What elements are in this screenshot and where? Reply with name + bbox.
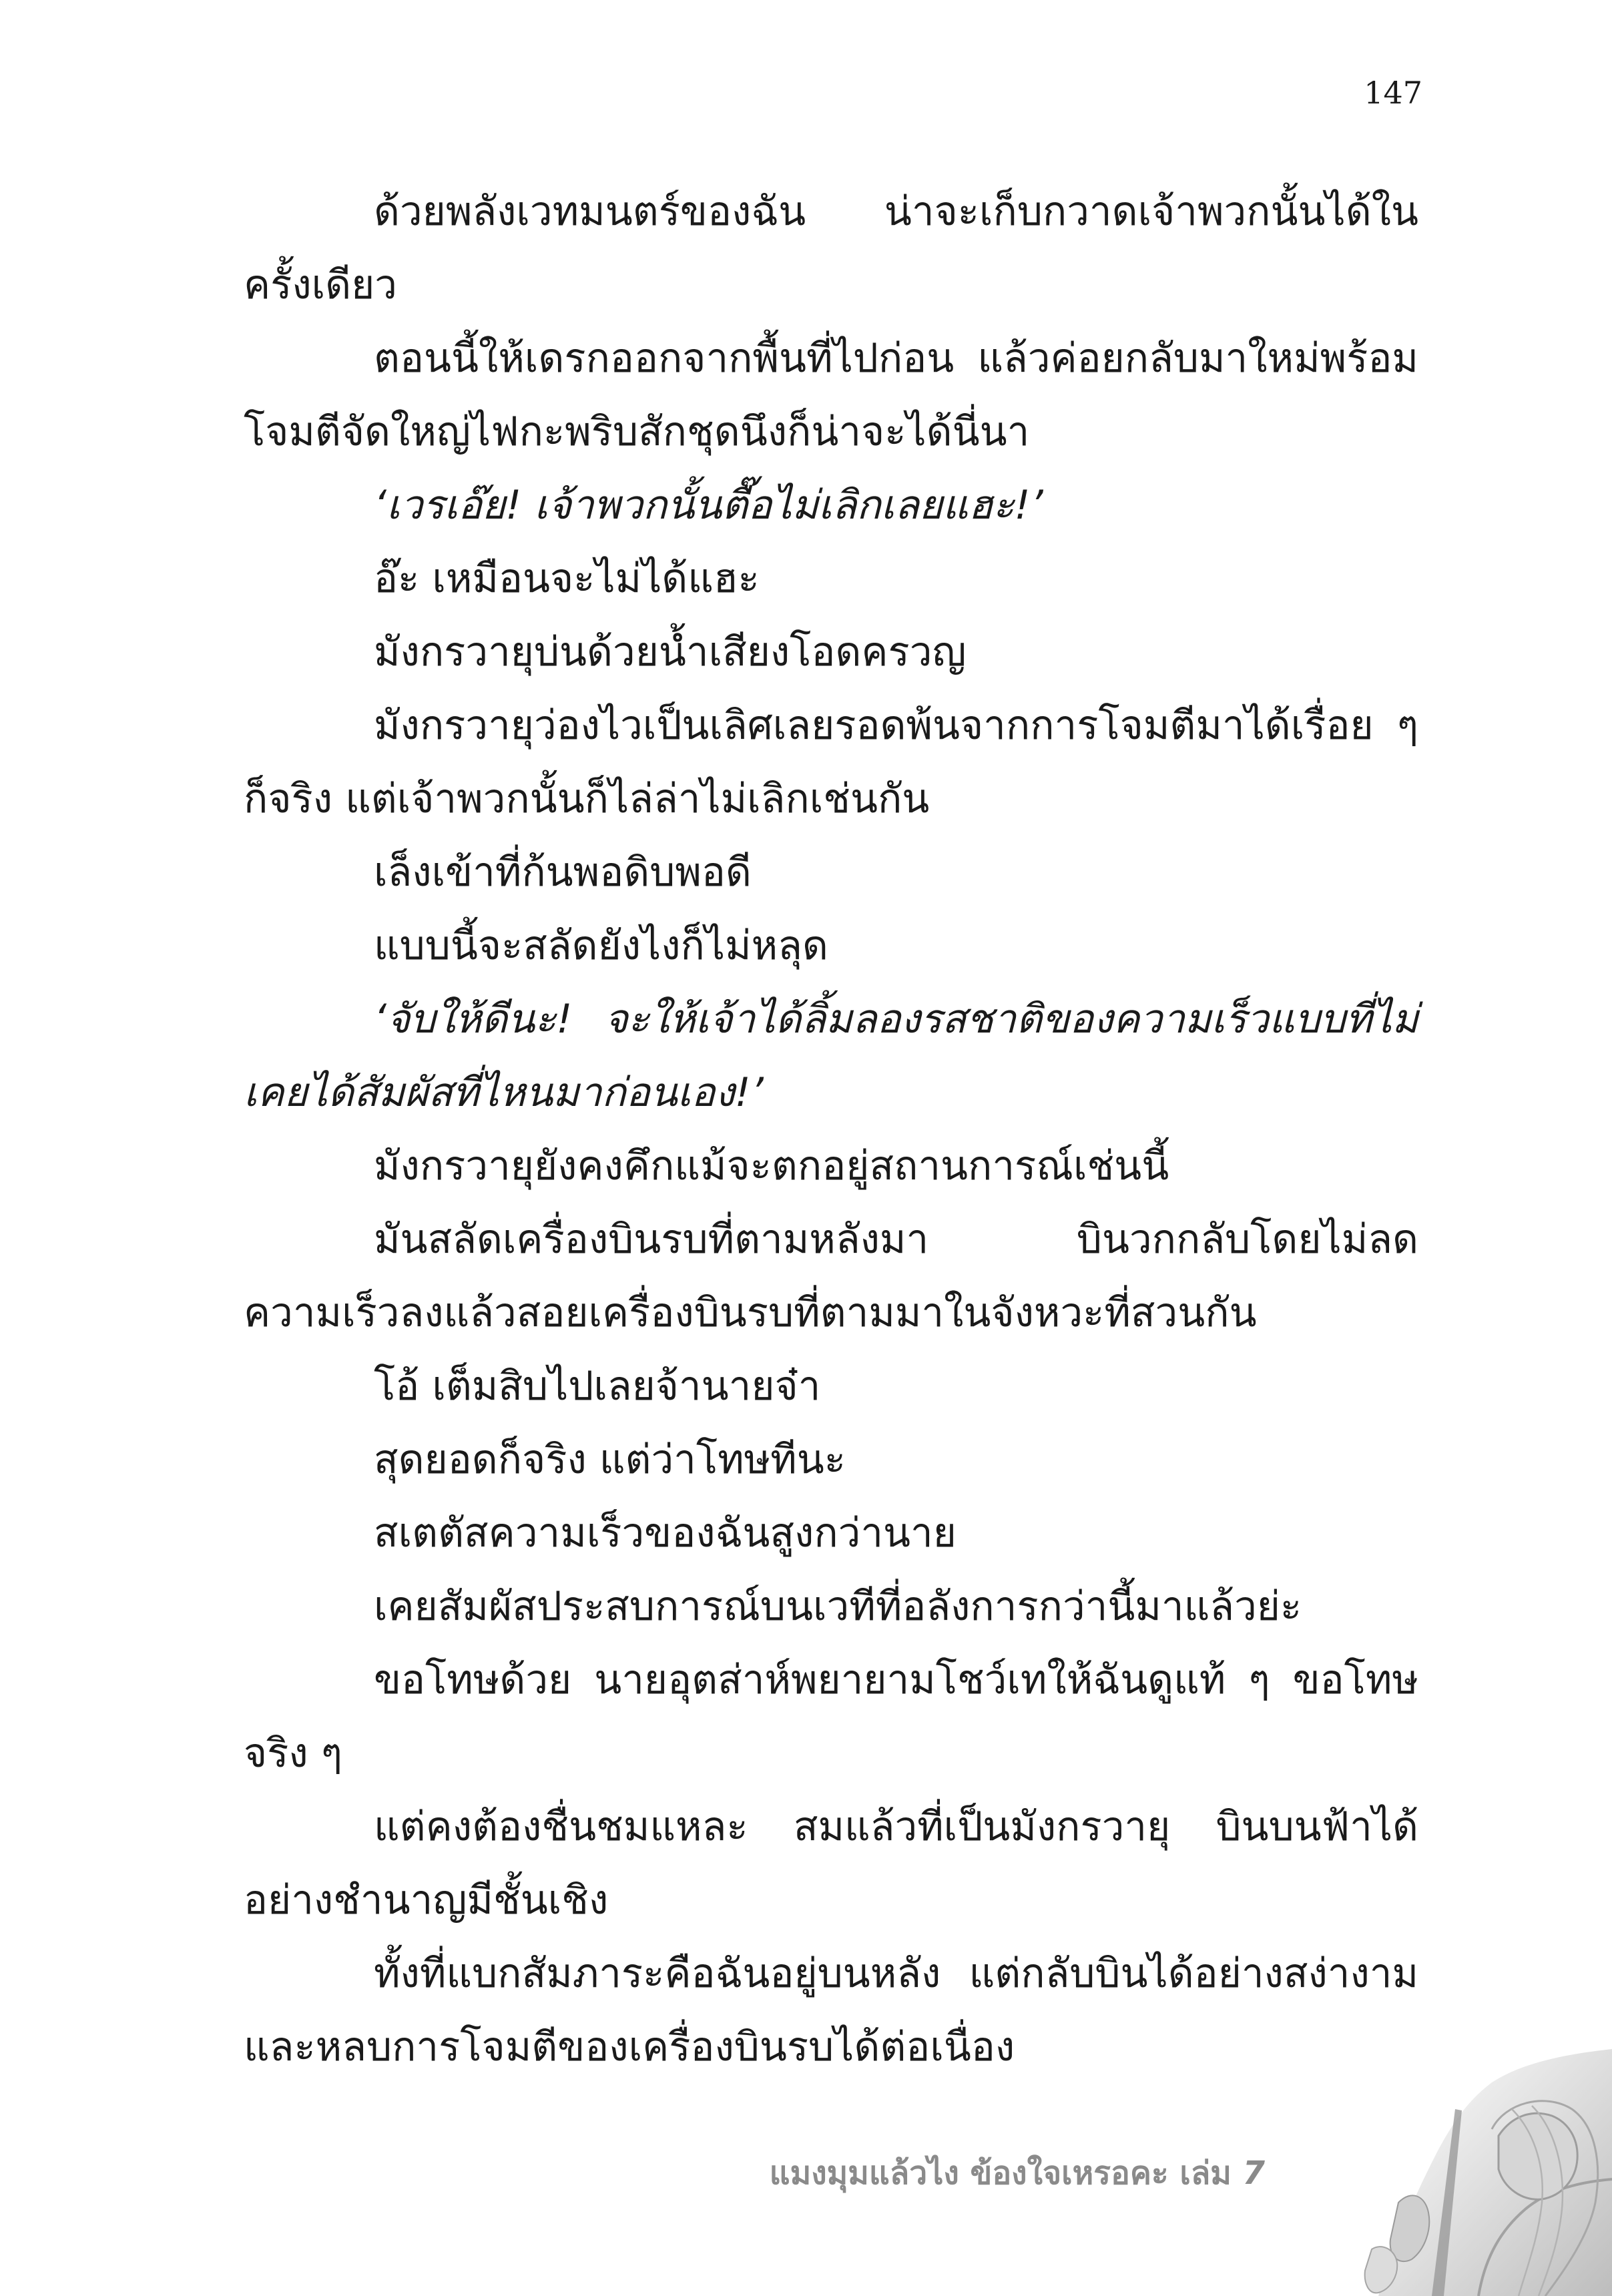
paragraph: แบบนี้จะสลัดยังไงก็ไม่หลุด: [374, 922, 828, 969]
paragraph: ตอนนี้ให้เดรกออกจากพื้นที่ไปก่อน แล้วค่อยกลับมาใหม่พร้อมโจมตีจัดใหญ่ไฟกะพริบสักชุดนึงก็น่าจะได้นี่นา: [244, 335, 1418, 455]
paragraph: แต่คงต้องชื่นชมแหละ สมแล้วที่เป็นมังกรวายุ บินบนฟ้าได้อย่างชำนาญมีชั้นเชิง: [244, 1803, 1418, 1924]
footer-title-text: แมงมุมแล้วไง ข้องใจเหรอคะ เล่ม: [769, 2155, 1232, 2192]
paragraph: มันสลัดเครื่องบินรบที่ตามหลังมา บินวกกลับโดยไม่ลดความเร็วลงแล้วสอยเครื่องบินรบที่ตามมาในจังหวะที่สวนกัน: [244, 1216, 1418, 1336]
paragraph-italic-dialogue: ‘เวรเอ๊ย! เจ้าพวกนั้นตื๊อไม่เลิกเลยแฮะ!’: [374, 482, 1043, 529]
footer-volume-number: 7: [1242, 2155, 1265, 2192]
body-text: [244, 175, 1418, 2084]
paragraph: เคยสัมผัสประสบการณ์บนเวทีที่อลังการกว่านี้มาแล้วย่ะ: [374, 1583, 1302, 1630]
page-number: 147: [1364, 75, 1422, 111]
paragraph: สุดยอดก็จริง แต่ว่าโทษทีนะ: [374, 1436, 846, 1483]
paragraph-italic-dialogue: ‘จับให้ดีนะ! จะให้เจ้าได้ลิ้มลองรสชาติของความเร็วแบบที่ไม่เคยได้สัมผัสที่ไหนมาก่อนเอง!’: [244, 996, 1418, 1116]
paragraph: มังกรวายุว่องไวเป็นเลิศเลยรอดพ้นจากการโจมตีมาได้เรื่อย ๆ ก็จริง แต่เจ้าพวกนั้นก็ไล่ล่าไม่เลิกเช่นกัน: [244, 702, 1418, 822]
paragraph: มังกรวายุยังคงคึกแม้จะตกอยู่สถานการณ์เช่นนี้: [374, 1143, 1169, 1189]
footer-book-title: [770, 2148, 1265, 2199]
paragraph: ขอโทษด้วย นายอุตส่าห์พยายามโชว์เทให้ฉันดูแท้ ๆ ขอโทษจริง ๆ: [244, 1657, 1418, 1777]
paragraph: อ๊ะ เหมือนจะไม่ได้แฮะ: [374, 555, 760, 602]
paragraph: ด้วยพลังเวทมนตร์ของฉัน น่าจะเก็บกวาดเจ้าพวกนั้นได้ในครั้งเดียว: [244, 188, 1418, 308]
paragraph: โอ้ เต็มสิบไปเลยจ้านายจ๋า: [374, 1363, 821, 1410]
paragraph: สเตตัสความเร็วของฉันสูงกว่านาย: [374, 1510, 957, 1556]
paragraph: เล็งเข้าที่ก้นพอดิบพอดี: [374, 849, 752, 896]
paragraph: มังกรวายุบ่นด้วยน้ำเสียงโอดครวญ: [374, 629, 967, 675]
paragraph: ทั้งที่แบกสัมภาระคือฉันอยู่บนหลัง แต่กลับบินได้อย่างสง่างามและหลบการโจมตีของเครื่องบินรบได้ต่อเนื่อง: [244, 1950, 1418, 2070]
character-illustration-icon: [1332, 2029, 1612, 2296]
